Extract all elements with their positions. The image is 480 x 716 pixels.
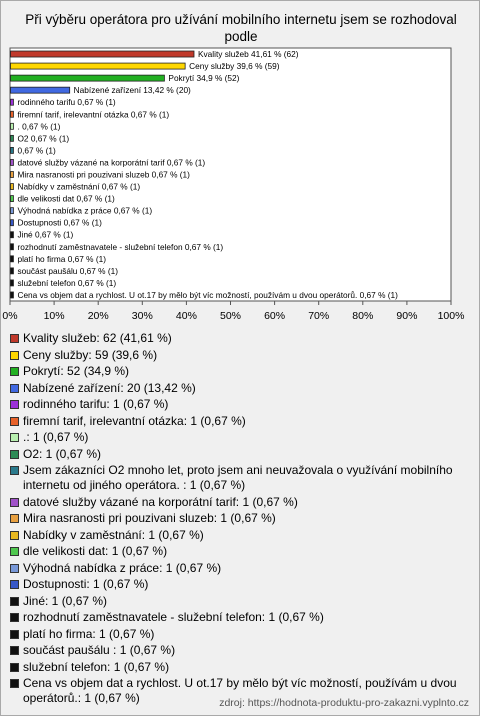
bar	[11, 208, 14, 214]
legend-label: Nabízené zařízení: 20 (13,42 %)	[23, 380, 196, 395]
legend-item	[9, 594, 475, 609]
legend-label: Jiné: 1 (0,67 %)	[23, 593, 108, 608]
legend-swatch	[10, 450, 19, 459]
bar	[11, 268, 14, 274]
legend-item	[9, 627, 475, 642]
legend-label: Nabídky v zaměstnání: 1 (0,67 %)	[23, 527, 204, 542]
legend-swatch	[10, 547, 19, 556]
legend-label: Jsem zákazníci O2 mnoho let, proto jsem ani neuvažovala o využívání mobilního internetu od jiného operátora. : 1 (0,67 %)	[23, 463, 453, 492]
bar-label: Kvality služeb 41,61 % (62)	[198, 49, 299, 60]
legend-label: Ceny služby: 59 (39,6 %)	[23, 347, 158, 362]
legend-item	[9, 364, 475, 379]
legend-item	[9, 447, 475, 462]
legend-swatch	[10, 564, 19, 573]
bar-label: rozhodnutí zaměstnavatele - služební telefon 0,67 % (1)	[17, 241, 224, 252]
bar-label: 0,67 % (1)	[17, 145, 56, 156]
legend-label: služební telefon: 1 (0,67 %)	[23, 659, 170, 674]
bar	[11, 244, 14, 250]
legend-label: rozhodnutí zaměstnavatele - služební telefon: 1 (0,67 %)	[23, 610, 324, 624]
x-tick-label: 50%	[219, 310, 242, 322]
legend-item	[9, 643, 475, 658]
legend-label: firemní tarif, irelevantní otázka: 1 (0,67 %)	[23, 413, 246, 428]
legend-item	[9, 660, 475, 675]
bar-label: Pokrytí 34,9 % (52)	[168, 73, 240, 84]
bar-label: datové služby vázané na korporátní tarif 0,67 % (1)	[17, 157, 206, 168]
bar	[11, 87, 70, 93]
bar	[11, 232, 14, 238]
legend-label: Kvality služeb: 62 (41,61 %)	[23, 331, 172, 345]
legend-item	[9, 348, 475, 363]
legend-swatch	[10, 630, 19, 639]
bar-label: Jiné 0,67 % (1)	[17, 229, 74, 240]
legend-item	[9, 430, 475, 445]
legend-swatch	[10, 417, 19, 426]
bar-label: Mira nasranosti pri pouzivani sluzeb 0,67 % (1)	[17, 169, 190, 180]
bar	[11, 220, 14, 226]
bar-label: Nabízené zařízení 13,42 % (20)	[73, 85, 191, 96]
legend-item	[9, 331, 475, 346]
bar-label: dle velikosti dat 0,67 % (1)	[17, 193, 115, 204]
legend-label: rodinného tarifu: 1 (0,67 %)	[23, 397, 169, 411]
legend-label: dle velikosti dat: 1 (0,67 %)	[23, 544, 168, 558]
legend-swatch	[10, 613, 19, 622]
bar	[11, 99, 14, 105]
bar	[11, 111, 14, 117]
legend-item	[9, 610, 475, 625]
legend-item	[9, 561, 475, 576]
bar-label: Ceny služby 39,6 % (59)	[189, 61, 280, 72]
bar	[11, 123, 14, 129]
legend-label: Pokrytí: 52 (34,9 %)	[23, 364, 130, 378]
bar-label: firemní tarif, irelevantní otázka 0,67 % (1)	[17, 109, 170, 120]
bar	[11, 63, 186, 69]
x-tick-label: 90%	[396, 310, 418, 322]
bar	[11, 184, 14, 190]
bar	[11, 75, 165, 81]
bar-label: služební telefon 0,67 % (1)	[17, 277, 117, 288]
legend-label: .: 1 (0,67 %)	[23, 430, 89, 444]
legend-item	[9, 414, 475, 429]
legend-label: Cena vs objem dat a rychlost. U ot.17 by mělo být víc možností, používám u dvou operátorů.: 1 (0,67 %)	[23, 676, 457, 705]
bar-label: Výhodná nabídka z práce 0,67 % (1)	[17, 205, 153, 216]
bar	[11, 159, 14, 165]
bar-label: O2 0,67 % (1)	[17, 133, 70, 144]
legend-swatch	[10, 334, 19, 343]
legend-swatch	[10, 433, 19, 442]
legend-swatch	[10, 466, 19, 475]
legend-item	[9, 577, 475, 592]
legend-label: O2: 1 (0,67 %)	[23, 446, 102, 461]
legend-label: Výhodná nabídka z práce: 1 (0,67 %)	[23, 560, 222, 575]
x-tick-label: 80%	[352, 310, 374, 322]
legend-swatch	[10, 646, 19, 655]
bar	[11, 280, 14, 286]
legend-item	[9, 397, 475, 412]
legend-swatch	[10, 597, 19, 606]
legend-swatch	[10, 498, 19, 507]
legend-item	[9, 544, 475, 559]
bar-label: rodinného tarifu 0,67 % (1)	[17, 97, 116, 108]
legend-swatch	[10, 663, 19, 672]
bar-label: součást paušálu 0,67 % (1)	[17, 265, 119, 276]
source-note: zdroj: https://hodnota-produktu-pro-zakazni.vyplnto.cz	[219, 697, 469, 709]
x-tick-label: 20%	[87, 310, 109, 322]
bar	[11, 196, 14, 202]
chart-title: Při výběru operátora pro užívání mobilního internetu jsem se rozhodoval podle	[25, 12, 457, 44]
bar	[11, 51, 195, 57]
bar	[11, 172, 14, 178]
bar-plot	[1, 1, 479, 331]
legend-swatch	[10, 679, 19, 688]
legend-label: součást paušálu : 1 (0,67 %)	[23, 643, 176, 657]
x-tick-label: 40%	[175, 310, 197, 322]
x-tick-label: 60%	[264, 310, 286, 322]
legend-label: datové služby vázané na korporátní tarif: 1 (0,67 %)	[23, 494, 298, 509]
x-tick-label: 100%	[437, 310, 465, 322]
legend-swatch	[10, 531, 19, 540]
legend-label: Dostupnosti: 1 (0,67 %)	[23, 577, 149, 591]
legend-swatch	[10, 580, 19, 589]
bar-label: Dostupnosti 0,67 % (1)	[17, 217, 102, 228]
legend-swatch	[10, 384, 19, 393]
x-tick-label: 0%	[2, 310, 18, 322]
x-tick-label: 10%	[43, 310, 65, 322]
bar	[11, 292, 14, 298]
bar-label: . 0,67 % (1)	[17, 121, 61, 132]
legend-label: Mira nasranosti pri pouzivani sluzeb: 1 (0,67 %)	[23, 511, 276, 525]
x-tick-label: 70%	[308, 310, 330, 322]
bar	[11, 256, 14, 262]
legend-item	[9, 495, 475, 510]
legend-swatch	[10, 514, 19, 523]
legend-item	[9, 511, 475, 526]
legend-swatch	[10, 351, 19, 360]
bar	[11, 147, 14, 153]
bar-label: platí ho firma 0,67 % (1)	[17, 253, 107, 264]
bar-label: Cena vs objem dat a rychlost. U ot.17 by mělo být víc možností, používám u dvou operátorů. 0,67 % (1)	[17, 289, 398, 300]
legend-item	[9, 463, 475, 493]
legend-item	[9, 381, 475, 396]
x-tick-label: 30%	[131, 310, 153, 322]
bar	[11, 135, 14, 141]
legend-label: platí ho firma: 1 (0,67 %)	[23, 626, 155, 641]
legend-item	[9, 528, 475, 543]
bar-label: Nabídky v zaměstnání 0,67 % (1)	[17, 181, 141, 192]
legend-swatch	[10, 400, 19, 409]
chart-legend	[9, 331, 475, 708]
legend-swatch	[10, 367, 19, 376]
